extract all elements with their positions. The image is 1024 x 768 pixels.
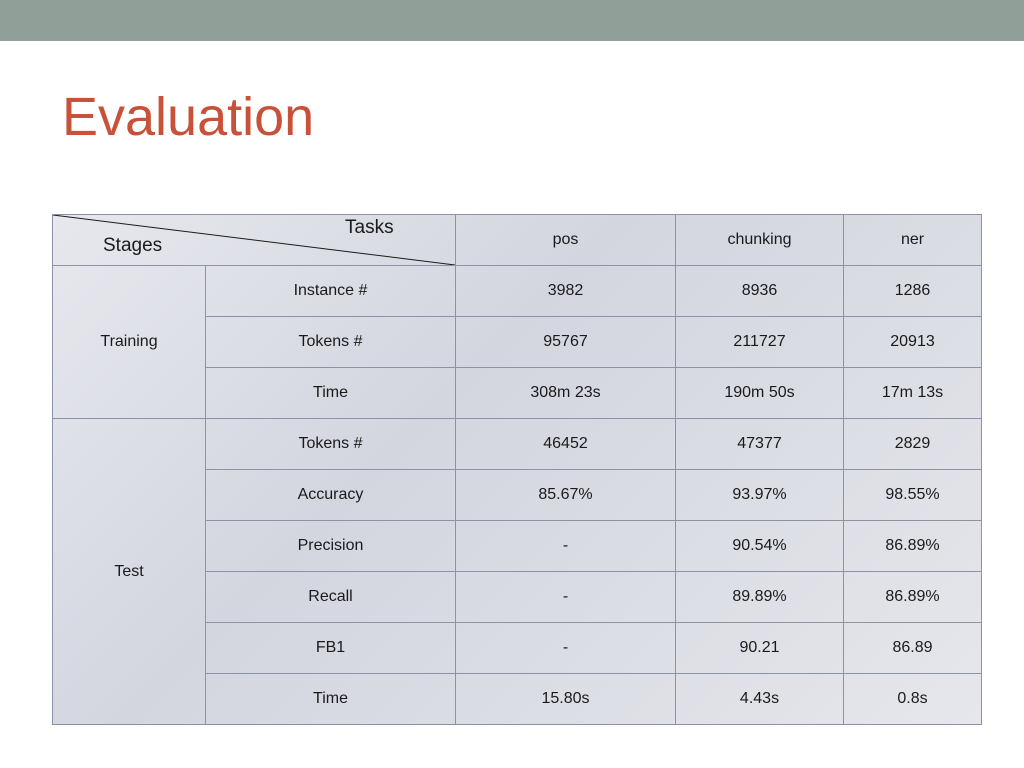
metric-label: FB1	[206, 623, 456, 674]
table-row	[53, 419, 982, 470]
table-cell: 20913	[844, 317, 982, 368]
table-cell: 8936	[676, 266, 844, 317]
table-cell: 47377	[676, 419, 844, 470]
table-cell: 86.89%	[844, 572, 982, 623]
table-cell: 90.21	[676, 623, 844, 674]
table-cell: -	[456, 521, 676, 572]
table-cell: 86.89	[844, 623, 982, 674]
table-cell: -	[456, 623, 676, 674]
tasks-label: Tasks	[345, 217, 394, 238]
column-header-pos: pos	[456, 215, 676, 266]
stage-label-test: Test	[53, 419, 206, 725]
table-cell: -	[456, 572, 676, 623]
stages-label: Stages	[103, 235, 163, 256]
table-cell: 1286	[844, 266, 982, 317]
table-cell: 95767	[456, 317, 676, 368]
table-cell: 86.89%	[844, 521, 982, 572]
table-cell: 89.89%	[676, 572, 844, 623]
table-row	[53, 266, 982, 317]
table-cell: 308m 23s	[456, 368, 676, 419]
metric-label: Recall	[206, 572, 456, 623]
table-cell: 190m 50s	[676, 368, 844, 419]
table-cell: 93.97%	[676, 470, 844, 521]
table-cell: 98.55%	[844, 470, 982, 521]
table-cell: 3982	[456, 266, 676, 317]
table-cell: 85.67%	[456, 470, 676, 521]
column-header-chunking: chunking	[676, 215, 844, 266]
table-cell: 0.8s	[844, 674, 982, 725]
top-accent-bar	[0, 0, 1024, 41]
metric-label: Accuracy	[206, 470, 456, 521]
column-header-ner: ner	[844, 215, 982, 266]
stage-label-training: Training	[53, 266, 206, 419]
metric-label: Tokens #	[206, 317, 456, 368]
table-cell: 90.54%	[676, 521, 844, 572]
table-header-row	[53, 215, 982, 266]
table-cell: 4.43s	[676, 674, 844, 725]
table-cell: 17m 13s	[844, 368, 982, 419]
metric-label: Instance #	[206, 266, 456, 317]
metric-label: Precision	[206, 521, 456, 572]
corner-header-cell	[53, 215, 456, 266]
metric-label: Time	[206, 674, 456, 725]
slide-title: Evaluation	[62, 87, 315, 147]
metric-label: Time	[206, 368, 456, 419]
metric-label: Tokens #	[206, 419, 456, 470]
table-cell: 15.80s	[456, 674, 676, 725]
table-cell: 46452	[456, 419, 676, 470]
evaluation-table	[52, 214, 982, 725]
table-cell: 211727	[676, 317, 844, 368]
table-cell: 2829	[844, 419, 982, 470]
